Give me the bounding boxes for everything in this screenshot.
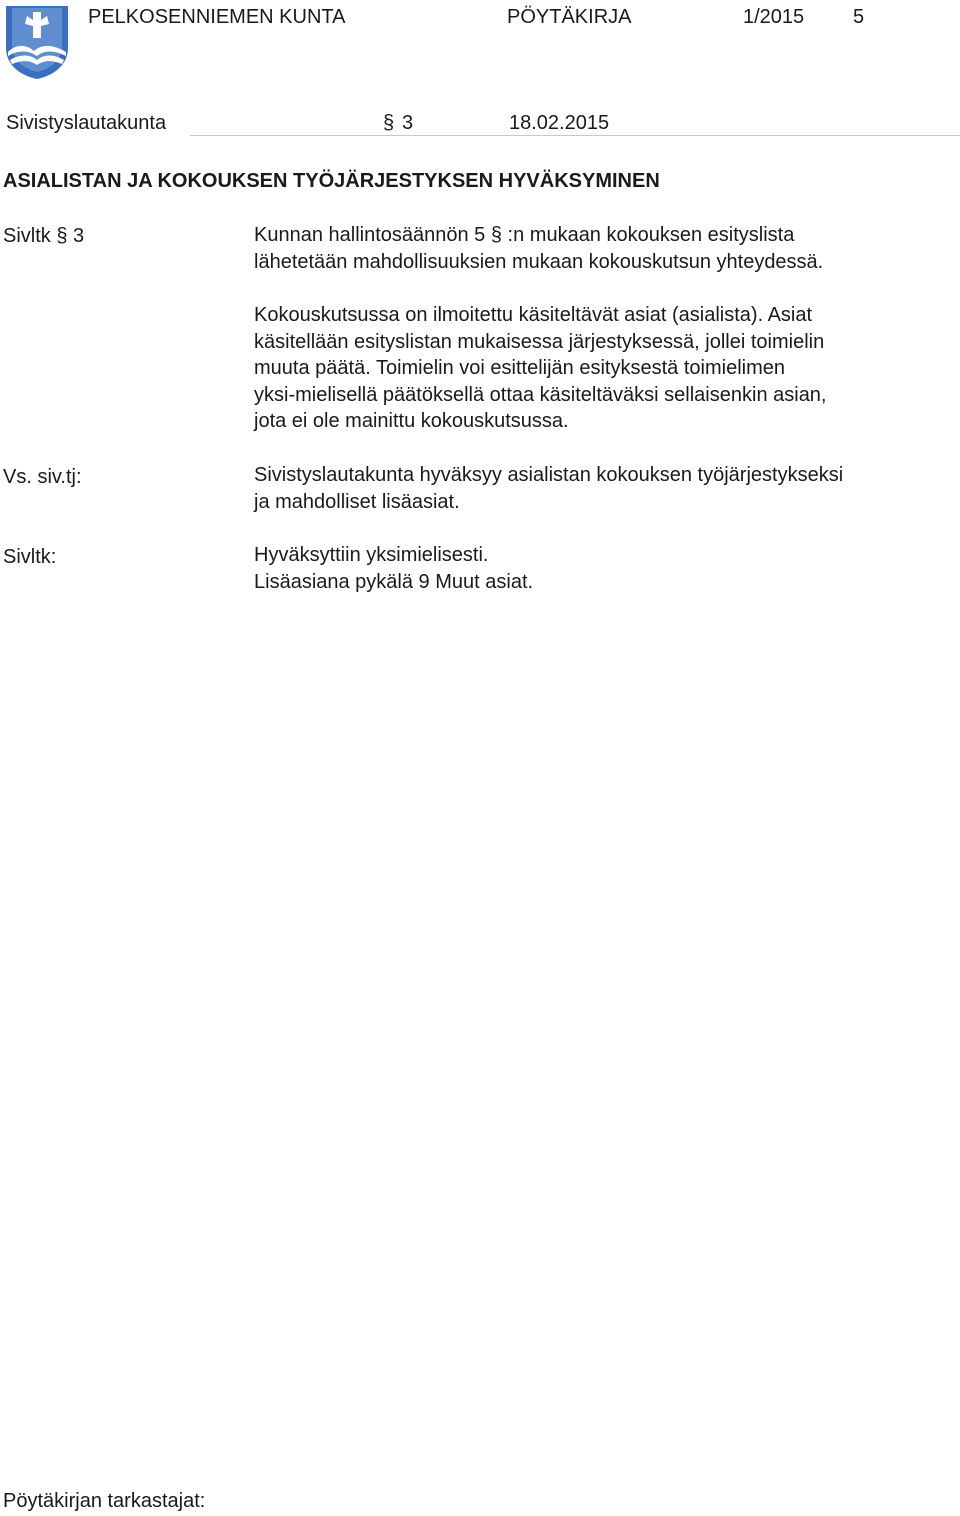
paragraph-line: yksi-mielisellä päätöksellä ottaa käsiteltäväksi sellaisenkin asian, [254, 383, 827, 406]
document-type: PÖYTÄKIRJA [507, 6, 632, 28]
section-sign: § [383, 112, 395, 134]
sivltk-number: 3 [73, 225, 85, 247]
paragraph-line: Lisäasiana pykälä 9 Muut asiat. [254, 570, 534, 593]
paragraph-line: Kokouskutsussa on ilmoitettu käsiteltävät asiat (asialista). Asiat [254, 304, 813, 326]
proposal-label: Vs. siv.tj: [3, 466, 82, 488]
issue-number: 1/2015 [743, 6, 805, 28]
decision-text [254, 542, 954, 595]
paragraph-line: käsitellään esityslistan mukaisessa järjestyksessä, jollei toimielin [254, 330, 825, 353]
page-number: 5 [853, 6, 865, 28]
paragraph-line: muuta päätä. Toimielin voi esittelijän esityksestä toimielimen [254, 357, 785, 380]
header-divider [190, 135, 960, 136]
paragraph-agenda [254, 302, 954, 435]
sivltk-label: Sivltk [3, 225, 51, 247]
paragraph-line: Kunnan hallintosäännön 5 § :n mukaan kokouksen esityslista [254, 224, 795, 246]
sivltk-section-label [3, 224, 84, 248]
sivltk-section-sign: § [56, 225, 68, 247]
page-title: ASIALISTAN JA KOKOUKSEN TYÖJÄRJESTYKSEN HYVÄKSYMINEN [3, 170, 660, 192]
paragraph-intro [254, 222, 954, 275]
paragraph-line: lähetetään mahdollisuuksien mukaan kokouskutsun yhteydessä. [254, 250, 824, 273]
paragraph-line: Sivistyslautakunta hyväksyy asialistan kokouksen työjärjestykseksi [254, 464, 844, 486]
section-number: 3 [402, 112, 414, 134]
decision-label: Sivltk: [3, 546, 57, 568]
paragraph-line: ja mahdolliset lisäasiat. [254, 490, 460, 513]
proposal-text [254, 462, 954, 515]
board-name: Sivistyslautakunta [6, 112, 167, 134]
paragraph-line: Hyväksyttiin yksimielisesti. [254, 544, 489, 566]
municipality-name: PELKOSENNIEMEN KUNTA [88, 6, 346, 28]
municipal-coat-of-arms-logo [4, 4, 70, 80]
reviewers-label: Pöytäkirjan tarkastajat: [3, 1490, 206, 1512]
paragraph-line: jota ei ole mainittu kokouskutsussa. [254, 410, 569, 433]
meeting-date: 18.02.2015 [509, 112, 610, 134]
